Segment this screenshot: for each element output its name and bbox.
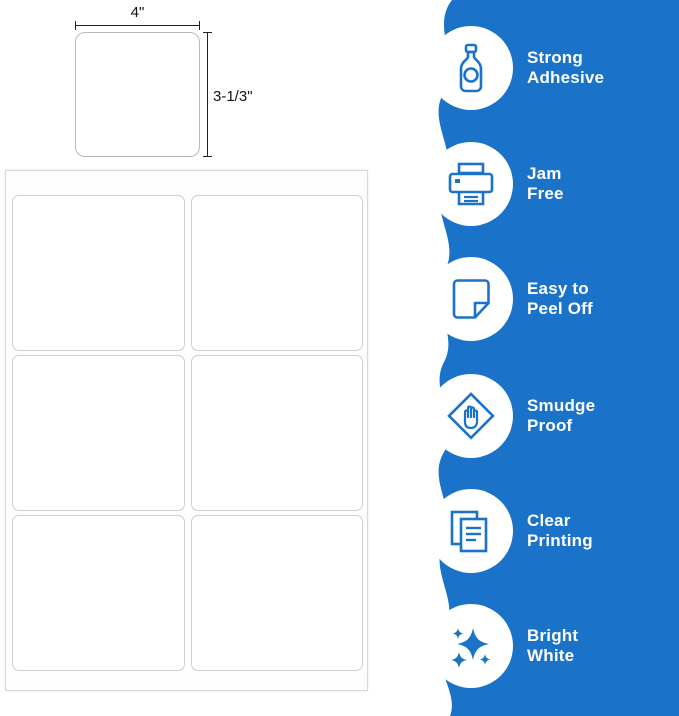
height-dimension-label: 3-1/3" xyxy=(213,88,253,105)
feature-label xyxy=(527,396,595,436)
smudge-hand-icon xyxy=(447,392,495,440)
peel-corner-icon xyxy=(448,276,494,322)
feature-panel xyxy=(404,0,679,716)
feature-item-jam-free xyxy=(429,138,669,230)
feature-badge xyxy=(429,257,513,341)
label-cell xyxy=(191,355,364,511)
label-cell xyxy=(191,515,364,671)
feature-item-clear-printing xyxy=(429,485,669,577)
feature-label-line1: Smudge xyxy=(527,396,596,415)
feature-label-line2: Free xyxy=(527,184,564,203)
feature-label xyxy=(527,626,578,666)
feature-label xyxy=(527,511,593,551)
feature-label-line1: Jam xyxy=(527,164,562,183)
glue-bottle-icon xyxy=(448,43,494,93)
feature-badge xyxy=(429,142,513,226)
single-label-dimension-diagram xyxy=(0,0,260,175)
feature-list xyxy=(404,0,679,716)
feature-item-strong-adhesive xyxy=(429,22,669,114)
feature-label xyxy=(527,279,593,319)
feature-badge xyxy=(429,604,513,688)
feature-label xyxy=(527,48,604,88)
feature-item-easy-to-peel-off xyxy=(429,253,669,345)
feature-label-line2: Proof xyxy=(527,416,573,435)
feature-badge xyxy=(429,26,513,110)
feature-label-line1: Easy to xyxy=(527,279,589,298)
width-dimension-line xyxy=(75,25,200,26)
single-label-sample xyxy=(75,32,200,157)
label-sheet xyxy=(5,170,368,691)
width-dimension-label: 4" xyxy=(130,4,145,21)
height-dimension-line xyxy=(207,32,208,157)
label-sheet-grid xyxy=(12,195,363,671)
feature-item-bright-white xyxy=(429,600,669,692)
feature-label-line2: White xyxy=(527,646,575,665)
feature-badge xyxy=(429,374,513,458)
label-cell xyxy=(191,195,364,351)
label-cell xyxy=(12,195,185,351)
feature-label-line2: Printing xyxy=(527,531,593,550)
feature-badge xyxy=(429,489,513,573)
sparkles-icon xyxy=(447,622,495,670)
feature-label-line1: Strong xyxy=(527,48,583,67)
feature-label-line1: Clear xyxy=(527,511,571,530)
feature-item-smudge-proof xyxy=(429,370,669,462)
feature-label xyxy=(527,164,564,204)
feature-label-line2: Adhesive xyxy=(527,68,605,87)
label-cell xyxy=(12,355,185,511)
documents-icon xyxy=(448,508,494,554)
feature-label-line2: Peel Off xyxy=(527,299,593,318)
feature-label-line1: Bright xyxy=(527,626,579,645)
label-cell xyxy=(12,515,185,671)
printer-icon xyxy=(446,162,496,206)
